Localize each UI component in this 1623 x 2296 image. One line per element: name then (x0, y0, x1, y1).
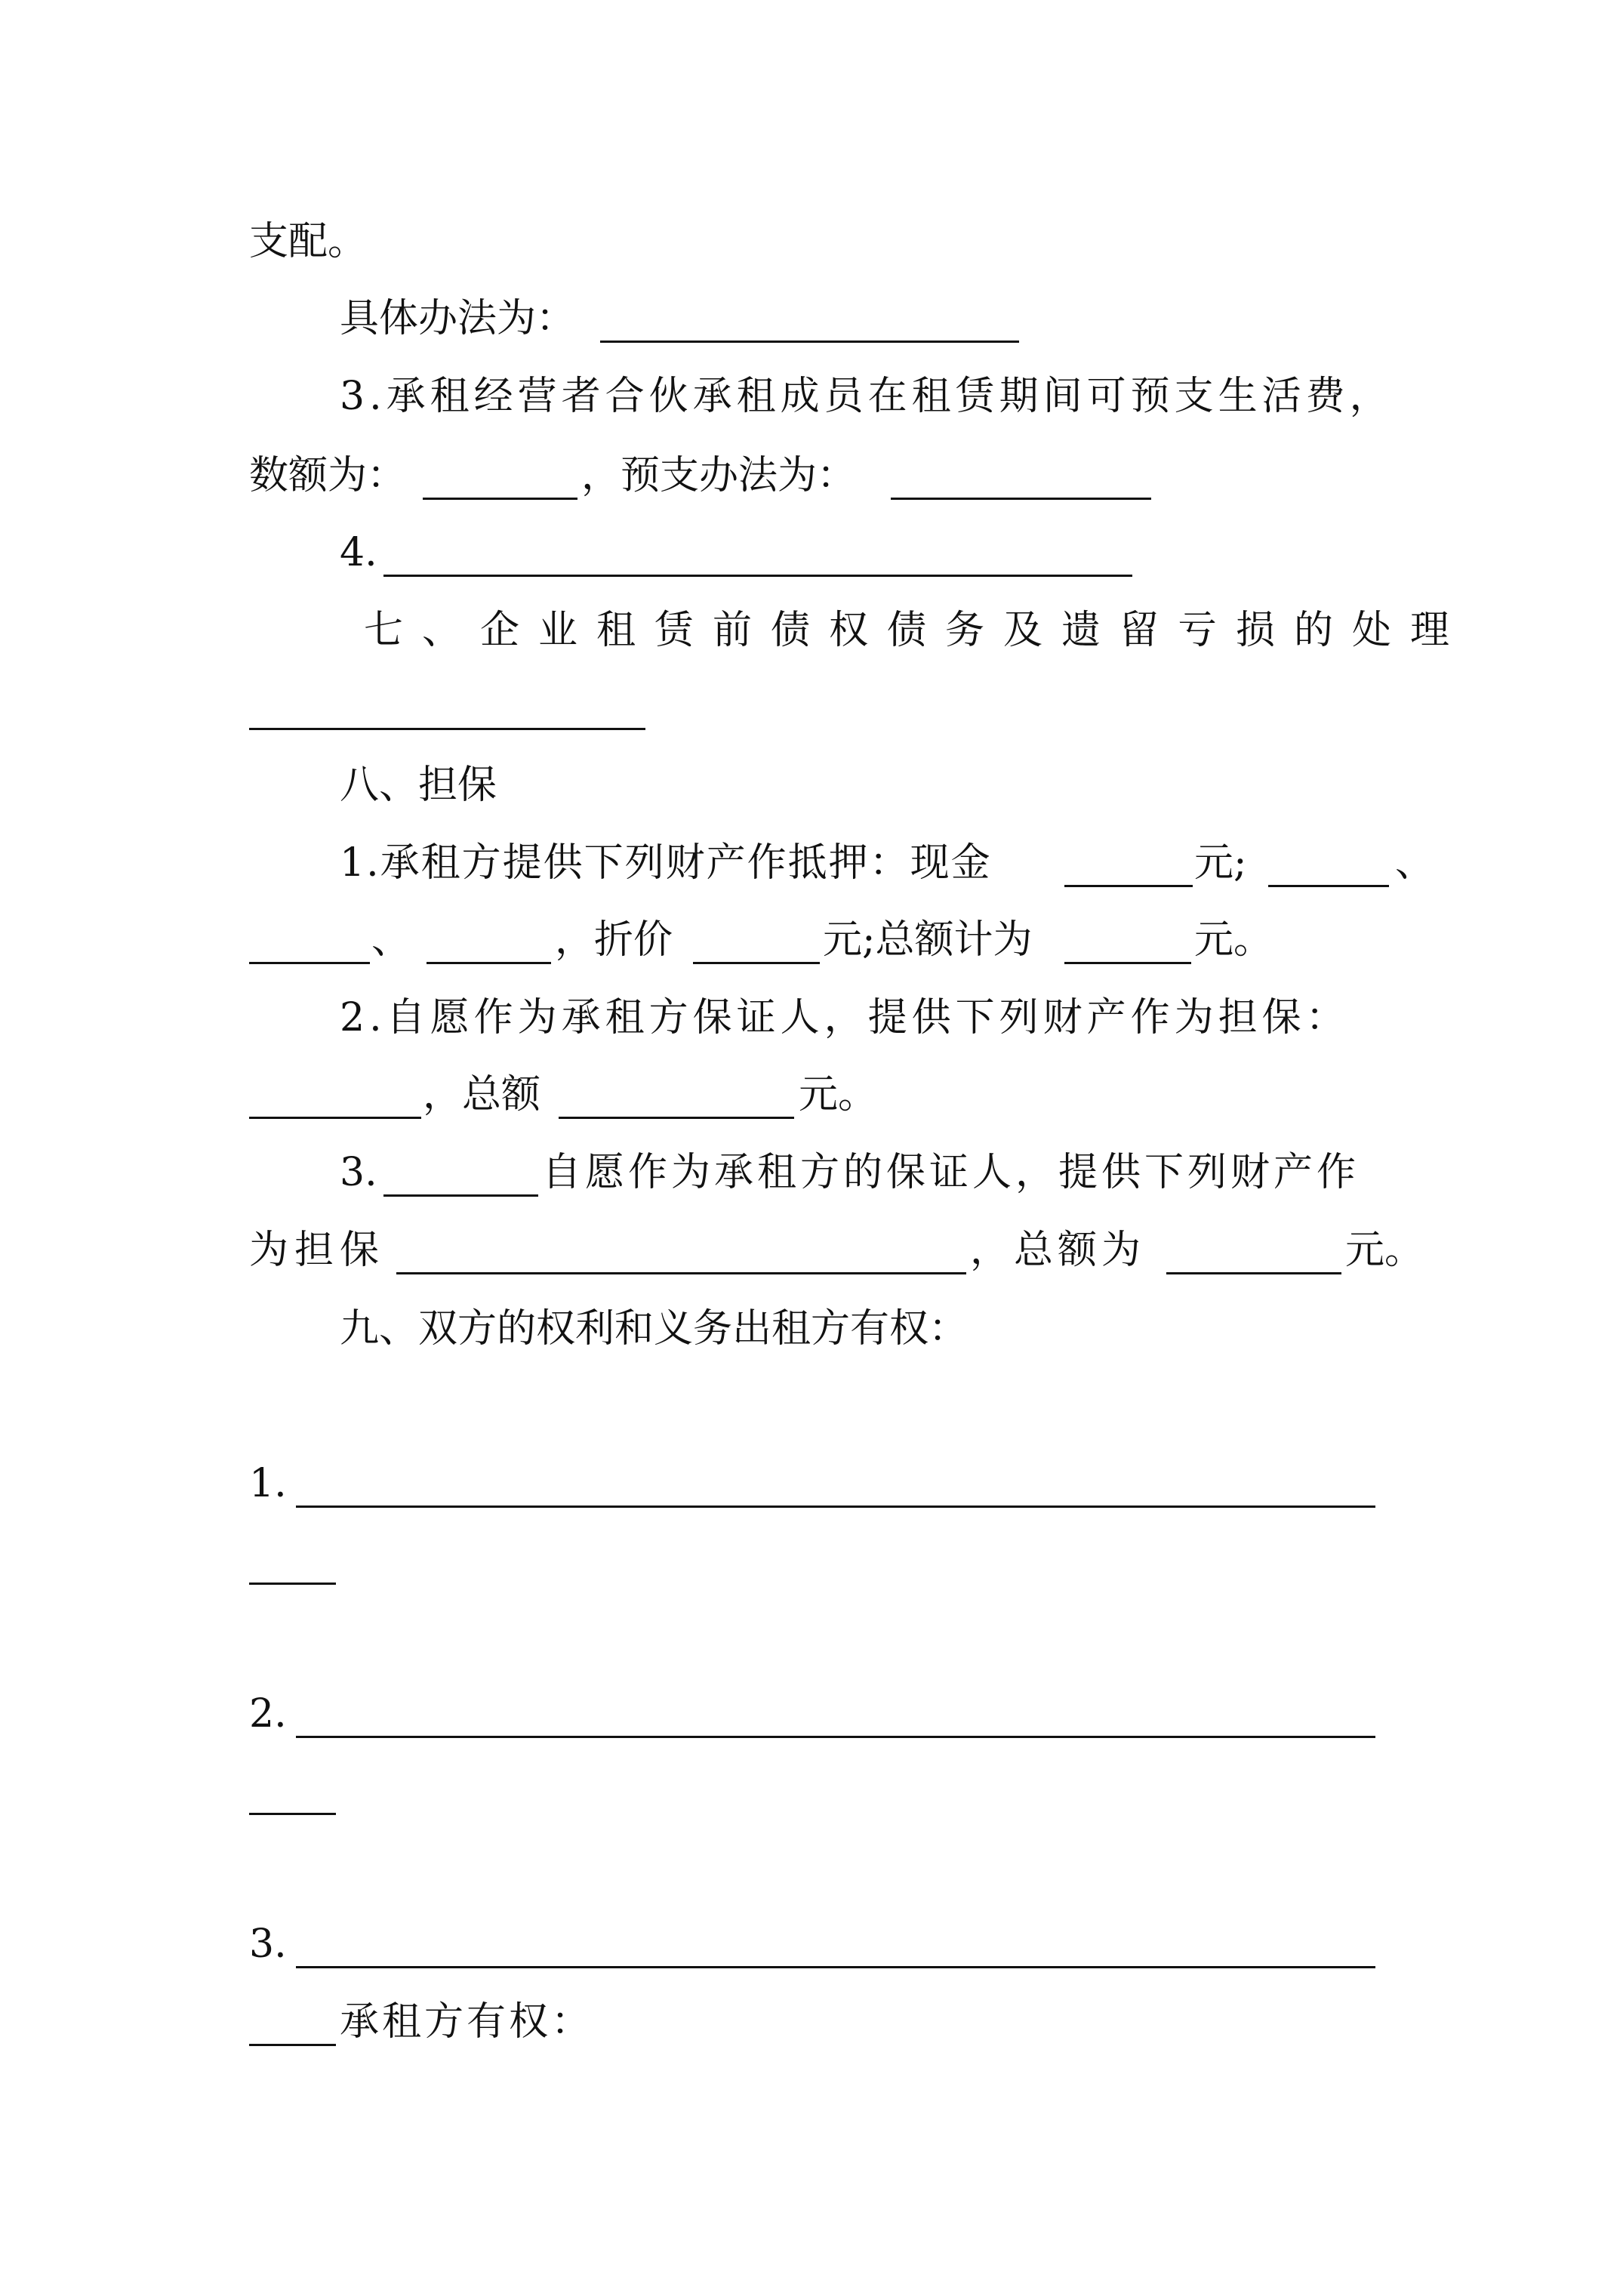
text: 数额为： (249, 453, 407, 498)
fill-blank (249, 1116, 421, 1119)
paragraph-line (542, 1135, 1360, 1210)
paragraph-line (799, 1057, 877, 1133)
fill-blank (249, 1582, 336, 1585)
paragraph-line (1194, 825, 1247, 901)
paragraph-line (340, 281, 575, 356)
fill-blank (693, 961, 820, 964)
text: 4. (340, 530, 377, 575)
text: 3. (249, 1922, 287, 1967)
section-heading (364, 593, 1468, 668)
fill-blank (249, 2043, 336, 2046)
fill-blank (383, 1194, 538, 1197)
text: 、 (1395, 840, 1435, 886)
text: ，总额为 (970, 1228, 1146, 1273)
section-heading (340, 1291, 968, 1367)
text: 九、双方的权利和义务出租方有权： (340, 1306, 969, 1351)
paragraph-line (340, 1135, 377, 1210)
fill-blank (891, 497, 1151, 500)
paragraph-line (823, 902, 1033, 978)
text: 元; (1194, 840, 1247, 886)
fill-blank (249, 727, 645, 730)
paragraph-line (581, 438, 856, 513)
text: 为担保 (249, 1228, 386, 1273)
fill-blank (383, 574, 1132, 577)
fill-blank (600, 340, 1019, 343)
paragraph-line (555, 902, 673, 978)
paragraph-line (371, 902, 411, 978)
paragraph-line (1194, 902, 1273, 978)
list-item (249, 1906, 287, 1982)
text: ，总额 (423, 1072, 541, 1117)
text: 具体办法为： (340, 296, 576, 341)
paragraph-line (1345, 1213, 1424, 1288)
list-item (249, 1676, 287, 1752)
fill-blank (296, 1505, 1375, 1508)
section-heading (340, 747, 497, 823)
text: 3.承租经营者合伙承租成员在租赁期间可预支生活费， (340, 374, 1394, 419)
text: 元。 (799, 1072, 878, 1117)
text: 元。 (1194, 917, 1273, 963)
text: 自愿作为承租方的保证人，提供下列财产作 (542, 1150, 1360, 1195)
paragraph-line (249, 438, 406, 513)
paragraph-line (1395, 825, 1434, 901)
paragraph-line (340, 1984, 593, 2060)
text: 元;总额计为 (823, 917, 1033, 963)
text: 3. (340, 1150, 377, 1195)
fill-blank (1166, 1271, 1341, 1274)
fill-blank (1064, 961, 1191, 964)
fill-blank (396, 1271, 966, 1274)
paragraph-line (340, 980, 1350, 1056)
paragraph-line (970, 1213, 1145, 1288)
text: ，折价 (555, 917, 673, 963)
paragraph-line (340, 515, 377, 590)
fill-blank (559, 1116, 794, 1119)
list-item (249, 1446, 287, 1521)
fill-blank (423, 497, 577, 500)
paragraph-line (340, 825, 992, 901)
text: 元。 (1345, 1228, 1424, 1273)
fill-blank (1268, 884, 1389, 887)
paragraph-line (423, 1057, 540, 1133)
fill-blank (249, 961, 370, 964)
fill-blank (296, 1965, 1375, 1968)
fill-blank (427, 961, 551, 964)
text: ，预支办法为： (581, 453, 857, 498)
fill-blank (249, 1812, 336, 1815)
paragraph-line (249, 1213, 385, 1288)
text: 1.承租方提供下列财产作抵押：现金 (340, 840, 992, 886)
text: 支配。 (249, 219, 368, 264)
text: 2.自愿作为承租方保证人，提供下列财产作为担保： (340, 995, 1350, 1040)
text: 七、企业租赁前债权债务及遗留亏损的处理 (364, 608, 1469, 653)
fill-blank (296, 1735, 1375, 1738)
text: 、 (371, 917, 411, 963)
paragraph-line (340, 359, 1394, 434)
paragraph-line (249, 204, 367, 279)
text: 1. (249, 1461, 287, 1506)
text: 2. (249, 1691, 287, 1737)
text: 承租方有权： (340, 1999, 594, 2045)
fill-blank (1064, 884, 1193, 887)
text: 八、担保 (340, 763, 497, 808)
